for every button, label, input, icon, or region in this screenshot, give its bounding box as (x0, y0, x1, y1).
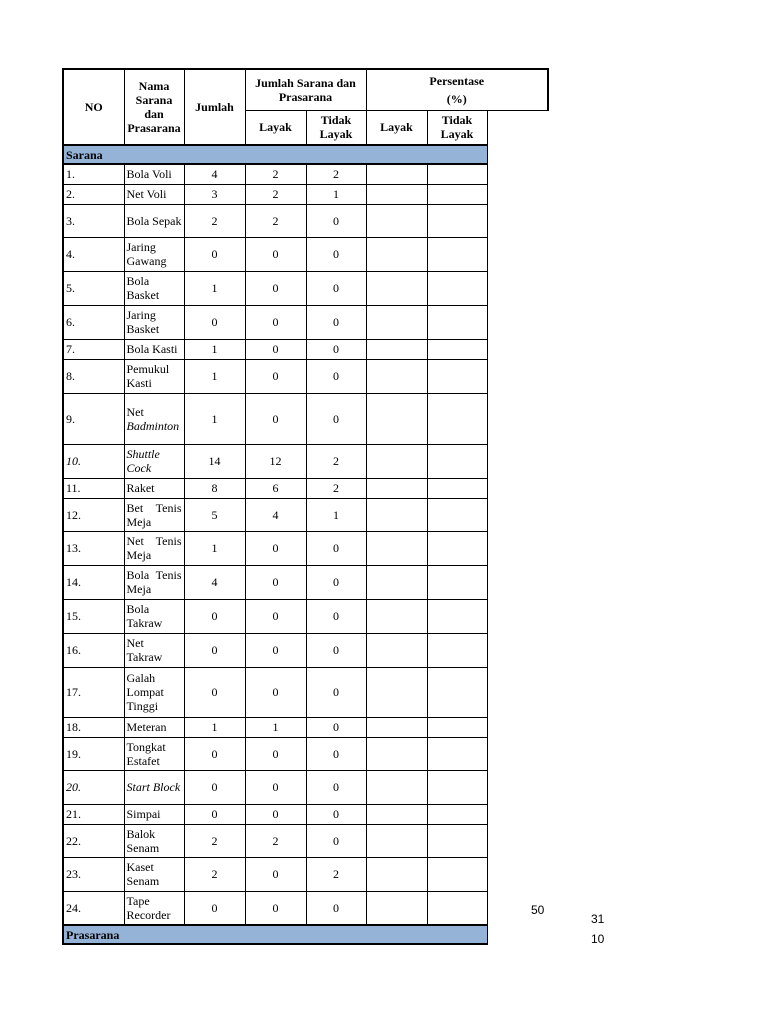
header-persen-unit: (%) (446, 91, 467, 106)
row-jumlah: 0 (184, 667, 245, 717)
row-tidak-layak: 0 (306, 770, 366, 804)
row-nama: Jaring Gawang (124, 237, 184, 271)
header-jumlah-sarana: Jumlah Sarana dan Prasarana (245, 69, 366, 110)
row-jumlah: 0 (184, 237, 245, 271)
row-tidak-layak: 1 (306, 498, 366, 531)
row-nama: Bola Takraw (124, 599, 184, 633)
row-nama: Pemukul Kasti (124, 359, 184, 393)
row-nama: Net Voli (124, 184, 184, 204)
row-tidak-layak: 0 (306, 667, 366, 717)
row-nama: Shuttle Cock (124, 444, 184, 478)
row-layak: 0 (245, 633, 306, 667)
row-nama: Bola Kasti (124, 339, 184, 359)
row-nama: Bola Voli (124, 164, 184, 184)
row-tidak-layak: 0 (306, 237, 366, 271)
row-tidak-layak: 0 (306, 717, 366, 737)
table-row (63, 824, 548, 857)
row-tidak-layak: 2 (306, 444, 366, 478)
row-no: 5. (63, 271, 124, 305)
row-nama: Tongkat Estafet (124, 737, 184, 770)
row-tidak-layak: 2 (306, 857, 366, 891)
row-tidak-layak: 0 (306, 393, 366, 444)
row-tidak-layak: 0 (306, 633, 366, 667)
row-jumlah: 1 (184, 531, 245, 565)
row-layak: 2 (245, 824, 306, 857)
table-row (63, 339, 548, 359)
row-no: 10. (63, 444, 124, 478)
header-no: NO (63, 69, 124, 145)
row-jumlah: 0 (184, 305, 245, 339)
side-value-10: 10 (591, 932, 605, 946)
row-jumlah: 1 (184, 359, 245, 393)
row-layak: 0 (245, 737, 306, 770)
row-jumlah: 0 (184, 737, 245, 770)
row-no: 12. (63, 498, 124, 531)
row-layak: 12 (245, 444, 306, 478)
row-jumlah: 0 (184, 891, 245, 925)
row-layak: 0 (245, 565, 306, 599)
row-nama: Net Takraw (124, 633, 184, 667)
table-row (63, 565, 548, 599)
row-jumlah: 3 (184, 184, 245, 204)
row-layak: 0 (245, 393, 306, 444)
row-layak: 0 (245, 305, 306, 339)
row-no: 2. (63, 184, 124, 204)
row-tidak-layak: 0 (306, 565, 366, 599)
header-tidak-layak: Tidak Layak (306, 110, 366, 145)
row-tidak-layak: 0 (306, 359, 366, 393)
row-tidak-layak: 0 (306, 204, 366, 237)
header-persen-layak: Layak (366, 110, 427, 145)
table-row (63, 804, 548, 824)
table-row (63, 393, 548, 444)
row-no: 11. (63, 478, 124, 498)
row-layak: 0 (245, 531, 306, 565)
table-row (63, 717, 548, 737)
row-jumlah: 14 (184, 444, 245, 478)
row-layak: 0 (245, 359, 306, 393)
row-layak: 0 (245, 667, 306, 717)
row-nama-line1: Net (126, 404, 144, 419)
row-jumlah: 0 (184, 599, 245, 633)
row-no: 23. (63, 857, 124, 891)
row-nama: Balok Senam (124, 824, 184, 857)
row-nama: Galah Lompat Tinggi (124, 667, 184, 717)
row-nama-line2: Badminton (126, 418, 180, 433)
table-row (63, 531, 548, 565)
row-jumlah: 1 (184, 271, 245, 305)
row-no: 4. (63, 237, 124, 271)
row-nama: Kaset Senam (124, 857, 184, 891)
row-layak: 0 (245, 857, 306, 891)
table-row (63, 204, 548, 237)
row-jumlah: 5 (184, 498, 245, 531)
section-prasarana: Prasarana (63, 925, 487, 944)
row-tidak-layak: 0 (306, 339, 366, 359)
row-nama: Bola Basket (124, 271, 184, 305)
header-nama: Nama Sarana dan Prasarana (124, 69, 184, 145)
row-no: 17. (63, 667, 124, 717)
row-nama: Bola Tenis Meja (124, 565, 184, 599)
row-jumlah: 0 (184, 804, 245, 824)
row-layak: 0 (245, 599, 306, 633)
side-value-50: 50 (531, 903, 545, 917)
header-jumlah: Jumlah (184, 69, 245, 145)
table-row (63, 237, 548, 271)
row-tidak-layak: 0 (306, 271, 366, 305)
row-no: 21. (63, 804, 124, 824)
row-tidak-layak: 0 (306, 804, 366, 824)
table-row (63, 271, 548, 305)
row-jumlah: 8 (184, 478, 245, 498)
table-row (63, 770, 548, 804)
row-jumlah: 1 (184, 717, 245, 737)
row-nama: Bola Sepak (124, 204, 184, 237)
table-row (63, 359, 548, 393)
row-layak: 1 (245, 717, 306, 737)
row-tidak-layak: 1 (306, 184, 366, 204)
row-no: 15. (63, 599, 124, 633)
section-sarana: Sarana (63, 145, 487, 164)
row-layak: 4 (245, 498, 306, 531)
table-row (63, 633, 548, 667)
row-no: 9. (63, 393, 124, 444)
row-tidak-layak: 0 (306, 599, 366, 633)
row-tidak-layak: 0 (306, 531, 366, 565)
row-jumlah: 1 (184, 393, 245, 444)
header-persentase (366, 69, 548, 110)
row-jumlah: 0 (184, 770, 245, 804)
row-layak: 0 (245, 237, 306, 271)
row-no: 19. (63, 737, 124, 770)
row-tidak-layak: 0 (306, 737, 366, 770)
row-jumlah: 0 (184, 633, 245, 667)
row-layak: 0 (245, 770, 306, 804)
row-jumlah: 4 (184, 565, 245, 599)
row-no: 13. (63, 531, 124, 565)
sarana-table (62, 68, 549, 945)
row-jumlah: 4 (184, 164, 245, 184)
row-tidak-layak: 2 (306, 164, 366, 184)
row-nama: Start Block (124, 770, 184, 804)
row-nama (124, 393, 184, 444)
row-tidak-layak: 0 (306, 305, 366, 339)
table-row (63, 599, 548, 633)
table-row (63, 667, 548, 717)
row-layak: 0 (245, 804, 306, 824)
header-layak: Layak (245, 110, 306, 145)
row-no: 22. (63, 824, 124, 857)
header-persen-tidak-layak: Tidak Layak (427, 110, 487, 145)
table-row (63, 857, 548, 891)
table-row (63, 478, 548, 498)
row-no: 20. (63, 770, 124, 804)
row-nama: Net Tenis Meja (124, 531, 184, 565)
row-layak: 6 (245, 478, 306, 498)
row-no: 1. (63, 164, 124, 184)
row-layak: 0 (245, 271, 306, 305)
table-row (63, 184, 548, 204)
row-nama: Meteran (124, 717, 184, 737)
row-nama: Tape Recorder (124, 891, 184, 925)
header-persentase-label: Persentase (429, 73, 485, 88)
table-row (63, 737, 548, 770)
row-jumlah: 2 (184, 857, 245, 891)
row-tidak-layak: 2 (306, 478, 366, 498)
row-nama: Raket (124, 478, 184, 498)
row-no: 16. (63, 633, 124, 667)
table-row (63, 444, 548, 478)
table-row (63, 891, 548, 925)
row-nama: Jaring Basket (124, 305, 184, 339)
row-tidak-layak: 0 (306, 891, 366, 925)
row-layak: 2 (245, 184, 306, 204)
row-no: 3. (63, 204, 124, 237)
row-layak: 2 (245, 164, 306, 184)
row-no: 8. (63, 359, 124, 393)
row-no: 6. (63, 305, 124, 339)
row-no: 18. (63, 717, 124, 737)
side-value-31: 31 (591, 912, 605, 926)
row-jumlah: 2 (184, 824, 245, 857)
row-nama: Bet Tenis Meja (124, 498, 184, 531)
row-no: 7. (63, 339, 124, 359)
row-layak: 2 (245, 204, 306, 237)
row-no: 24. (63, 891, 124, 925)
row-layak: 0 (245, 891, 306, 925)
table-row (63, 164, 548, 184)
row-jumlah: 1 (184, 339, 245, 359)
table-row (63, 305, 548, 339)
row-tidak-layak: 0 (306, 824, 366, 857)
row-layak: 0 (245, 339, 306, 359)
row-no: 14. (63, 565, 124, 599)
row-jumlah: 2 (184, 204, 245, 237)
table-row (63, 498, 548, 531)
row-nama: Simpai (124, 804, 184, 824)
